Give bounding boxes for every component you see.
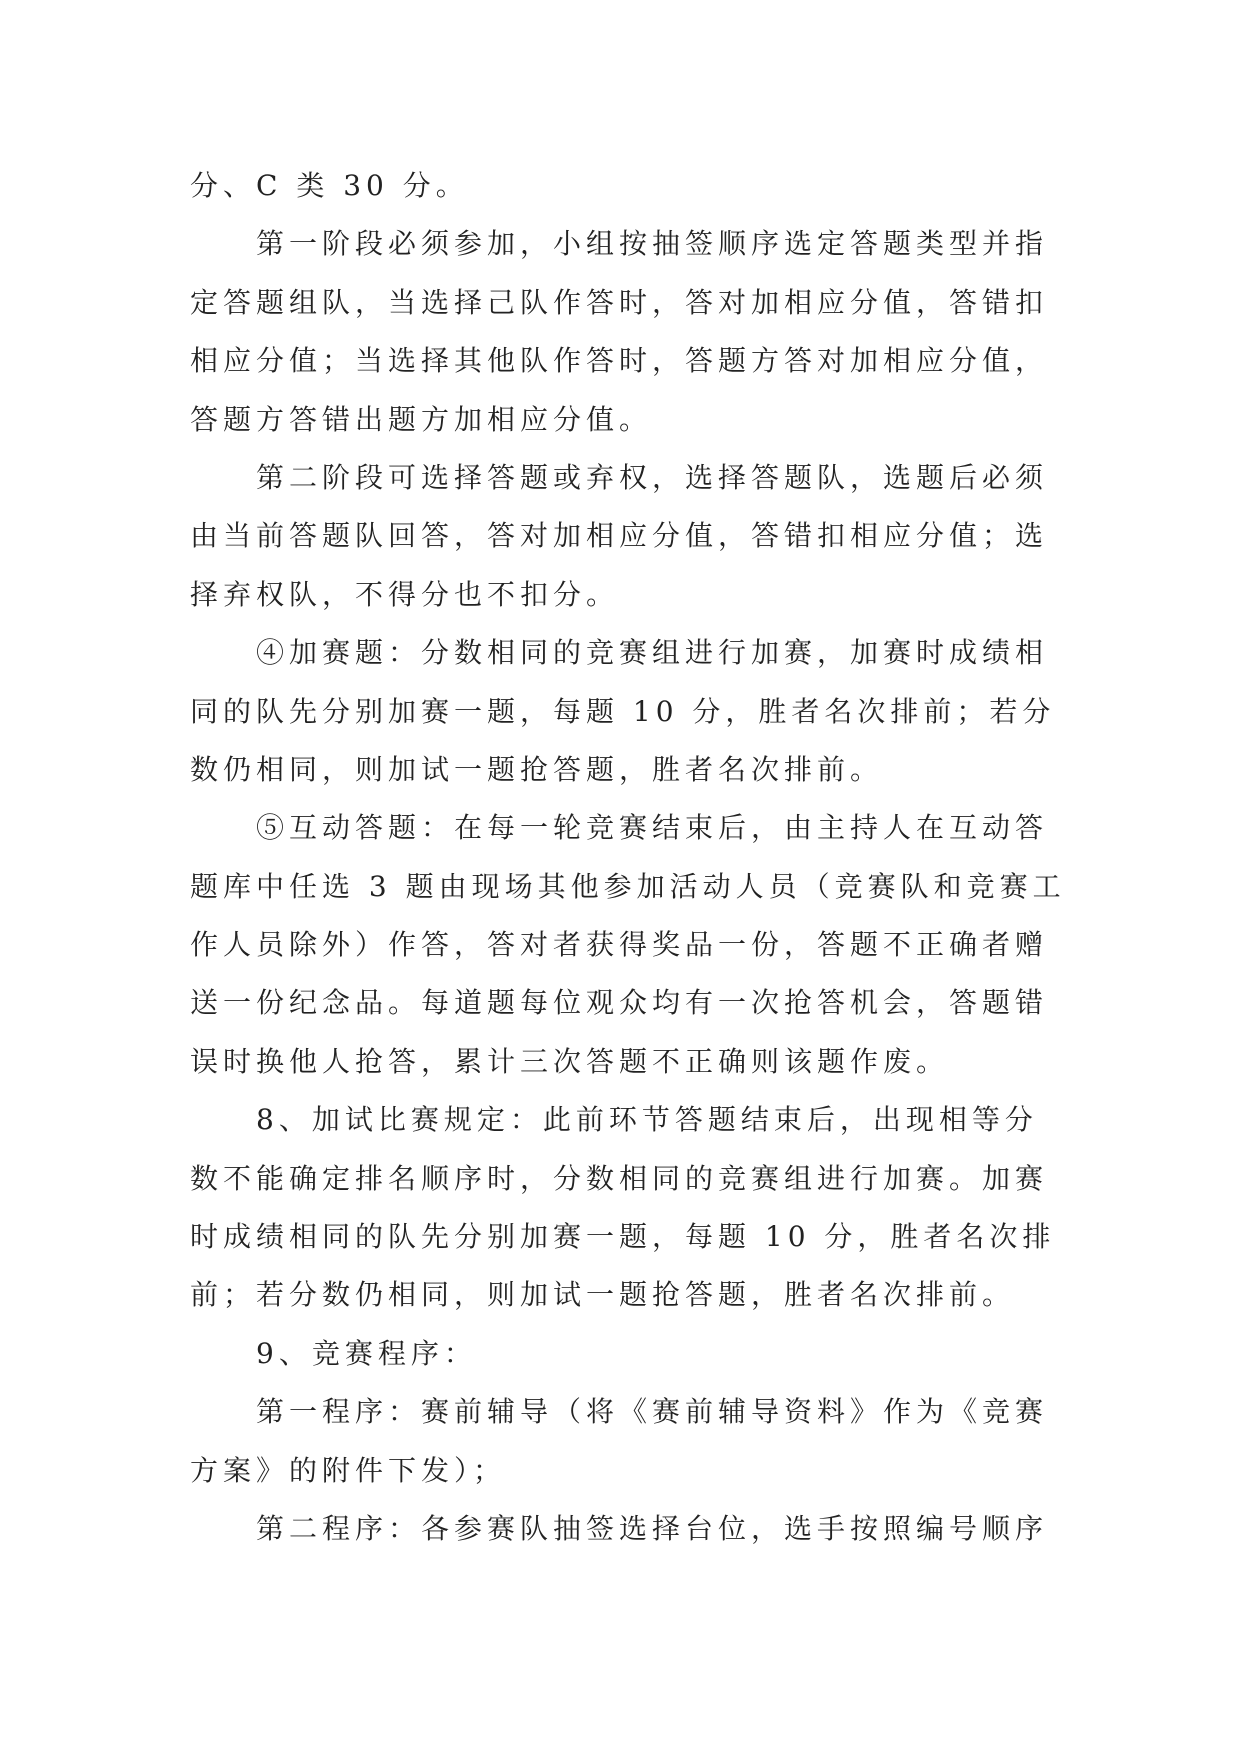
text-line: 第一程序：赛前辅导（将《赛前辅导资料》作为《竞赛 [256,1395,1049,1429]
text-line: 题库中任选 3 题由现场其他参加活动人员（竞赛队和竞赛工 [190,869,1066,903]
text-line: 时成绩相同的队先分别加赛一题，每题 10 分，胜者名次排 [190,1220,1056,1254]
text-line: 误时换他人抢答，累计三次答题不正确则该题作废。 [190,1044,950,1078]
text-line: 作人员除外）作答，答对者获得奖品一份，答题不正确者赠 [190,928,1049,962]
text-line: 由当前答题队回答，答对加相应分值，答错扣相应分值；选 [190,519,1049,553]
text-line: 同的队先分别加赛一题，每题 10 分，胜者名次排前；若分 [190,694,1056,728]
text-line: 送一份纪念品。每道题每位观众均有一次抢答机会，答题错 [190,986,1049,1020]
body-text [190,157,1066,1558]
text-line: 答题方答错出题方加相应分值。 [190,402,653,436]
text-line: 定答题组队，当选择己队作答时，答对加相应分值，答错扣 [190,285,1049,319]
text-line: 前；若分数仍相同，则加试一题抢答题，胜者名次排前。 [190,1278,1016,1312]
text-line: 数仍相同，则加试一题抢答题，胜者名次排前。 [190,752,884,786]
text-line: 8、加试比赛规定：此前环节答题结束后，出现相等分 [256,1103,1038,1137]
text-line: ⑤互动答题：在每一轮竞赛结束后，由主持人在互动答 [256,811,1049,845]
text-line: 9、竞赛程序： [256,1336,477,1370]
text-line: 择弃权队，不得分也不扣分。 [190,577,620,611]
text-line: 方案》的附件下发）； [190,1453,507,1487]
text-line: 第二程序：各参赛队抽签选择台位，选手按照编号顺序 [256,1511,1049,1545]
text-line: 第一阶段必须参加，小组按抽签顺序选定答题类型并指 [256,227,1049,261]
text-line: 相应分值；当选择其他队作答时，答题方答对加相应分值， [190,344,1049,378]
text-line: ④加赛题：分数相同的竞赛组进行加赛，加赛时成绩相 [256,636,1049,670]
text-line: 分、C 类 30 分。 [190,169,469,202]
text-line: 数不能确定排名顺序时，分数相同的竞赛组进行加赛。加赛 [190,1161,1049,1195]
text-line: 第二阶段可选择答题或弃权，选择答题队，选题后必须 [256,460,1049,494]
